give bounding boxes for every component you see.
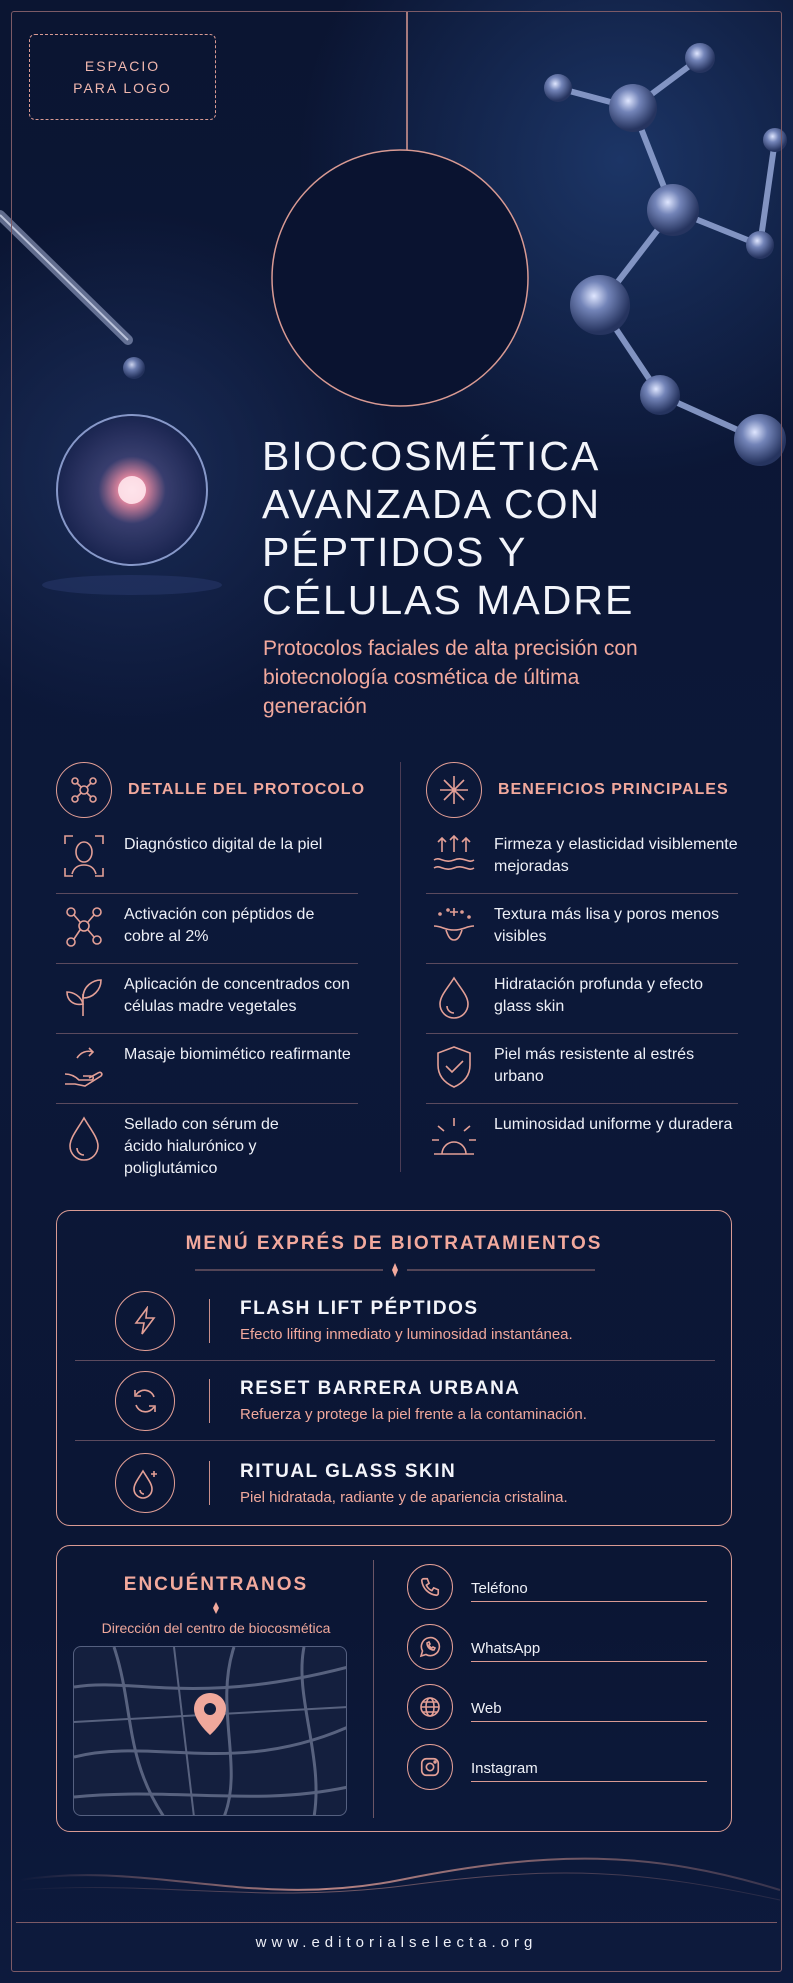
protocol-item-text: Activación con péptidos de cobre al 2% bbox=[124, 906, 315, 945]
hand-massage-icon bbox=[56, 1044, 112, 1088]
contact-title: ENCUÉNTRANOS bbox=[123, 1574, 309, 1595]
benefits-heading-text: BENEFICIOS PRINCIPALES bbox=[498, 781, 729, 798]
menu-item-name: RESET BARRERA URBANA bbox=[240, 1378, 521, 1399]
benefits-heading bbox=[426, 762, 729, 818]
firming-arrows-icon bbox=[426, 834, 482, 874]
benefit-item bbox=[426, 1044, 738, 1104]
molecule-icon bbox=[56, 904, 112, 948]
protocol-heading bbox=[56, 762, 365, 818]
cell-sphere-illustration bbox=[42, 415, 222, 595]
benefit-item-text: Luminosidad uniforme y duradera bbox=[494, 1116, 733, 1133]
treatment-menu-card bbox=[56, 1210, 732, 1526]
protocol-item bbox=[56, 834, 358, 894]
menu-item bbox=[75, 1361, 715, 1441]
column-divider bbox=[400, 762, 401, 1172]
refresh-icon bbox=[115, 1371, 175, 1431]
protocol-item-text: Masaje biomimético reafirmante bbox=[124, 1046, 351, 1063]
contact-label: Teléfono bbox=[471, 1580, 528, 1597]
menu-item-divider bbox=[209, 1299, 210, 1343]
drop-icon bbox=[426, 974, 482, 1020]
instagram-icon bbox=[407, 1744, 453, 1790]
menu-item-description: Refuerza y protege la piel frente a la contaminación. bbox=[240, 1406, 587, 1423]
menu-item-divider bbox=[209, 1461, 210, 1505]
location-map[interactable] bbox=[73, 1646, 347, 1816]
benefit-item bbox=[426, 904, 738, 964]
contact-whatsapp[interactable] bbox=[407, 1624, 707, 1670]
contact-card bbox=[56, 1545, 732, 1832]
protocol-item bbox=[56, 1044, 358, 1104]
leaf-icon bbox=[56, 974, 112, 1018]
lightning-icon bbox=[115, 1291, 175, 1351]
menu-item-description: Efecto lifting inmediato y luminosidad instantánea. bbox=[240, 1326, 573, 1343]
contact-instagram[interactable] bbox=[407, 1744, 707, 1790]
hero-subtitle: Protocolos faciales de alta precisión con biotecnología cosmética de última generación bbox=[263, 637, 638, 718]
molecule-icon bbox=[56, 762, 112, 818]
protocol-item-text: Diagnóstico digital de la piel bbox=[124, 836, 323, 853]
contact-label: Instagram bbox=[471, 1760, 538, 1777]
protocol-heading-text: DETALLE DEL PROTOCOLO bbox=[128, 781, 366, 798]
hero-title-line: BIOCOSMÉTICA bbox=[262, 433, 601, 479]
face-scan-icon bbox=[56, 834, 112, 878]
menu-item bbox=[75, 1281, 715, 1361]
logo-placeholder bbox=[29, 34, 216, 120]
benefit-item-text: Textura más lisa y poros menos visibles bbox=[494, 906, 719, 945]
menu-item bbox=[75, 1443, 715, 1523]
footer-divider bbox=[16, 1922, 777, 1923]
hero-title-line: CÉLULAS MADRE bbox=[262, 577, 635, 623]
protocol-item bbox=[56, 974, 358, 1034]
benefit-item-text: Firmeza y elasticidad visiblemente mejoradas bbox=[494, 836, 738, 875]
glow-icon bbox=[426, 1114, 482, 1158]
address-label: Dirección del centro de biocosmética bbox=[101, 1620, 331, 1636]
contact-label: WhatsApp bbox=[471, 1640, 541, 1657]
benefit-item bbox=[426, 974, 738, 1034]
menu-item-divider bbox=[209, 1379, 210, 1423]
benefit-item bbox=[426, 834, 738, 894]
phone-icon bbox=[407, 1564, 453, 1610]
contact-web[interactable] bbox=[407, 1684, 707, 1730]
whatsapp-icon bbox=[407, 1624, 453, 1670]
footer-url[interactable]: www.editorialselecta.org bbox=[255, 1934, 538, 1951]
benefit-item-text: Hidratación profunda y efecto glass skin bbox=[494, 976, 704, 1015]
contact-phone[interactable] bbox=[407, 1564, 707, 1610]
menu-item-name: RITUAL GLASS SKIN bbox=[240, 1460, 457, 1482]
shield-check-icon bbox=[426, 1044, 482, 1090]
texture-sparkle-icon bbox=[426, 904, 482, 944]
protocol-item bbox=[56, 1114, 358, 1190]
menu-title-ornament bbox=[195, 1263, 595, 1277]
logo-line-2: PARA LOGO bbox=[73, 80, 172, 96]
benefit-item-text: Piel más resistente al estrés urbano bbox=[494, 1046, 695, 1085]
sparkle-icon bbox=[426, 762, 482, 818]
protocol-item-text: Aplicación de concentrados con células madre vegetales bbox=[124, 976, 350, 1015]
hero-title-line: PÉPTIDOS Y bbox=[262, 529, 528, 575]
contact-label: Web bbox=[471, 1700, 502, 1717]
hero-title bbox=[262, 432, 634, 624]
benefit-item bbox=[426, 1114, 738, 1174]
drop-sparkle-icon bbox=[115, 1453, 175, 1513]
drop-icon bbox=[56, 1114, 112, 1164]
contact-divider bbox=[373, 1560, 374, 1818]
title-ornament bbox=[207, 1602, 225, 1614]
map-pin-icon bbox=[192, 1691, 228, 1737]
menu-item-name: FLASH LIFT PÉPTIDOS bbox=[240, 1298, 479, 1319]
molecule-atoms bbox=[544, 43, 787, 466]
logo-line-1: ESPACIO bbox=[84, 58, 161, 74]
photo-circle-frame bbox=[272, 150, 528, 406]
menu-title: MENÚ EXPRÉS DE BIOTRATAMIENTOS bbox=[185, 1233, 603, 1254]
protocol-item bbox=[56, 904, 358, 964]
menu-item-description: Piel hidratada, radiante y de apariencia cristalina. bbox=[240, 1488, 568, 1506]
pipette-illustration bbox=[0, 215, 145, 379]
hero-title-line: AVANZADA CON bbox=[262, 481, 602, 527]
globe-icon bbox=[407, 1684, 453, 1730]
bottom-wave-decoration bbox=[20, 1859, 780, 1900]
protocol-item-text: Sellado con sérum de ácido hialurónico y poliglutámico bbox=[124, 1116, 279, 1177]
